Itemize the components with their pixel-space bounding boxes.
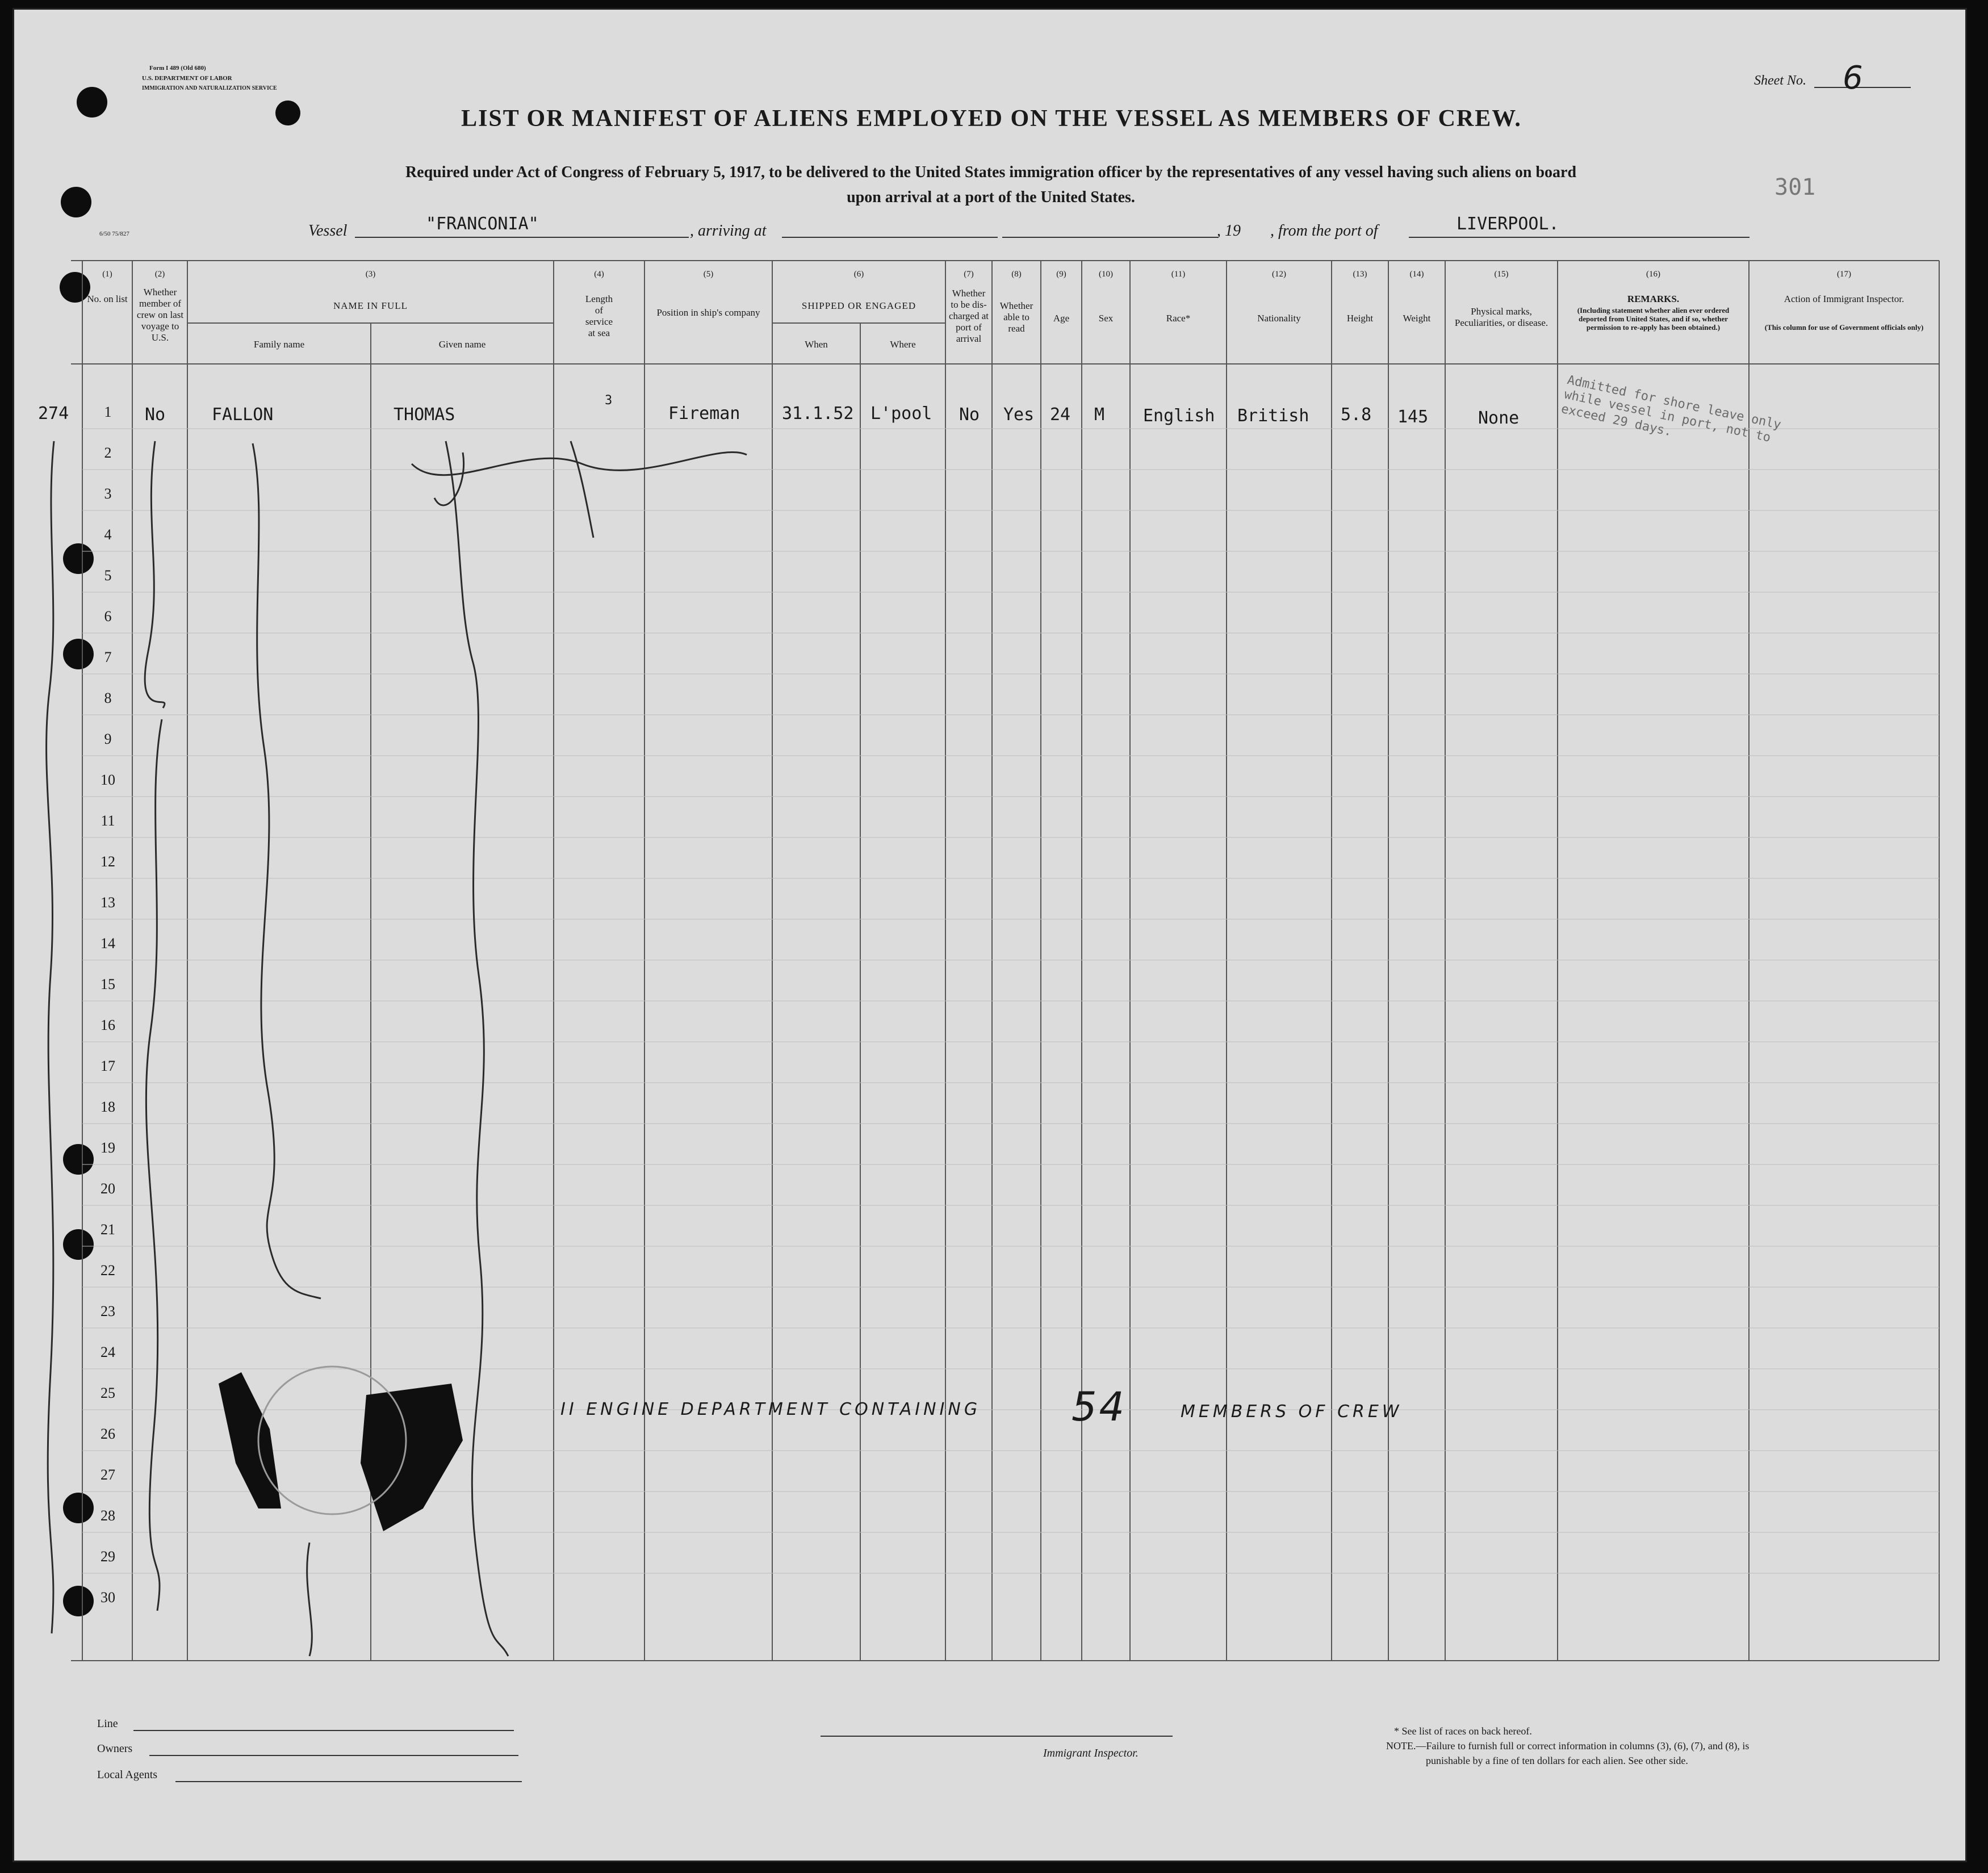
row-number: 28 (101, 1507, 115, 1524)
department-note-prefix: II ENGINE DEPARTMENT CONTAINING (560, 1399, 981, 1419)
entry-where: L'pool (870, 404, 932, 424)
footer-agents-label: Local Agents (97, 1769, 158, 1781)
entry-last-voyage: No (145, 405, 166, 425)
row-number: 8 (104, 690, 112, 706)
inspector-signature-line (821, 1736, 1173, 1737)
header-age: Age (1053, 313, 1070, 324)
row-number: 10 (101, 772, 115, 788)
header-inspector-note: (This column for use of Government officials only) (1764, 323, 1924, 332)
header-when: When (805, 339, 828, 350)
header-sex: Sex (1098, 313, 1114, 324)
col-num-16: (16) (1646, 270, 1660, 279)
row-number: 1 (104, 404, 112, 420)
col-num-11: (11) (1171, 270, 1186, 279)
entry-family-name: FALLON (212, 405, 274, 425)
row-number: 9 (104, 731, 112, 747)
col-num-17: (17) (1837, 270, 1851, 279)
row-number: 2 (104, 445, 112, 461)
col-num-15: (15) (1494, 270, 1509, 279)
ditto-marks (14, 10, 1969, 1864)
header-height: Height (1346, 313, 1374, 324)
entry-when: 31.1.52 (782, 404, 854, 424)
row-number: 23 (101, 1303, 115, 1319)
row-number: 15 (101, 976, 115, 992)
subtitle-line-2: upon arrival at a port of the United States. (847, 188, 1135, 206)
col-num-12: (12) (1272, 270, 1286, 279)
header-remarks: REMARKS. (1627, 294, 1680, 304)
fine-note-2: punishable by a fine of ten dollars for each alien. See other side. (1426, 1755, 1688, 1766)
row-number: 30 (101, 1589, 115, 1606)
header-physical-marks: Physical marks, Peculiarities, or disease. (1454, 306, 1548, 328)
entry-height: 5.8 (1341, 405, 1372, 425)
header-discharged: Whether to be dis-charged at port of arrival (948, 288, 989, 344)
sheet-number: 6 (1843, 60, 1863, 97)
department-name: U.S. DEPARTMENT OF LABOR (142, 75, 232, 82)
row-number: 19 (101, 1139, 115, 1156)
header-inspector-action: Action of Immigrant Inspector. (1784, 294, 1905, 304)
service-name: IMMIGRATION AND NATURALIZATION SERVICE (142, 85, 277, 91)
header-no-on-list: No. on list (87, 294, 128, 304)
entry-weight: 145 (1397, 407, 1429, 427)
row-number: 22 (101, 1262, 115, 1279)
row-number: 5 (104, 567, 112, 584)
header-where: Where (890, 339, 916, 350)
col-num-2: (2) (154, 270, 165, 279)
row-number: 18 (101, 1099, 115, 1115)
row-number: 3 (104, 485, 112, 502)
row-number: 13 (101, 894, 115, 911)
inspector-label: Immigrant Inspector. (1043, 1747, 1139, 1759)
row-number: 27 (101, 1466, 115, 1483)
col-num-14: (14) (1409, 270, 1424, 279)
entry-nationality: British (1237, 406, 1309, 426)
row-number: 21 (101, 1221, 115, 1238)
form-number: Form I 489 (Old 680) (149, 65, 206, 72)
row-number: 17 (101, 1058, 115, 1074)
row-number: 20 (101, 1180, 115, 1197)
row-number: 7 (104, 649, 112, 665)
col-num-9: (9) (1056, 270, 1066, 279)
fine-note-1: NOTE.—Failure to furnish full or correct information in columns (3), (6), (7), and (8), is (1386, 1740, 1750, 1752)
entry-length-of-service: 3 (605, 393, 613, 408)
row-number: 16 (101, 1017, 115, 1033)
entry-position: Fireman (668, 404, 740, 424)
port-label: , from the port of (1270, 222, 1378, 240)
header-last-voyage: Whether member of crew on last voyage to U.S. (136, 287, 184, 343)
entry-list-number: 274 (38, 404, 69, 424)
vessel-name: "FRANCONIA" (426, 214, 539, 234)
row-number: 26 (101, 1426, 115, 1442)
sheet-label: Sheet No. (1754, 73, 1806, 88)
print-code: 6/50 75/827 (99, 231, 129, 237)
stamp-number: 301 (1774, 174, 1816, 200)
header-race: Race* (1166, 313, 1191, 324)
header-position: Position in ship's company (656, 307, 760, 318)
page-title: LIST OR MANIFEST OF ALIENS EMPLOYED ON THE VESSEL AS MEMBERS OF CREW. (461, 106, 1522, 132)
col-num-8: (8) (1011, 270, 1022, 279)
remarks-stamp: Admitted for shore leave only while vessel in port, not to exceed 29 days. (1559, 373, 1782, 445)
col-num-10: (10) (1099, 270, 1113, 279)
header-family-name: Family name (253, 339, 305, 350)
entry-race: English (1143, 406, 1215, 426)
manifest-sheet (12, 8, 1967, 1862)
races-note: * See list of races on back hereof. (1394, 1725, 1532, 1737)
header-name-in-full: NAME IN FULL (333, 300, 408, 311)
header-able-to-read: Whether able to read (999, 300, 1033, 334)
row-number: 24 (101, 1344, 115, 1360)
year-label: , 19 (1217, 222, 1241, 240)
row-number: 12 (101, 853, 115, 870)
row-number: 6 (104, 608, 112, 625)
entry-discharged: No (959, 405, 980, 425)
row-number: 4 (104, 526, 112, 543)
department-note-count: 54 (1072, 1384, 1127, 1430)
subtitle-line-1: Required under Act of Congress of February 5, 1917, to be delivered to the United States immigration officer by the representatives of any vessel having such aliens on board (405, 164, 1577, 181)
col-num-5: (5) (703, 270, 714, 279)
port-name: LIVERPOOL. (1457, 214, 1559, 234)
entry-physical-marks: None (1478, 408, 1520, 428)
header-length-of-service: Length of service at sea (585, 294, 613, 338)
entry-read: Yes (1003, 405, 1035, 425)
footer-owners-label: Owners (97, 1742, 133, 1755)
footer-line-underline (133, 1730, 514, 1731)
footer-line-label: Line (97, 1717, 118, 1730)
header-nationality: Nationality (1257, 313, 1301, 324)
col-num-3: (3) (365, 270, 376, 279)
header-weight: Weight (1403, 313, 1431, 324)
entry-given-name: THOMAS (394, 405, 455, 425)
header-given-name: Given name (438, 339, 486, 350)
col-num-6: (6) (853, 270, 864, 279)
header-remarks-note: (Including statement whether alien ever ordered deported from United States, and if so, whether permission to re-apply has been obtained.) (1577, 306, 1730, 332)
row-number: 14 (101, 935, 115, 952)
row-number: 11 (101, 812, 115, 829)
department-note-suffix: MEMBERS OF CREW (1181, 1402, 1403, 1422)
col-num-1: (1) (102, 270, 112, 279)
row-number: 29 (101, 1548, 115, 1565)
col-num-4: (4) (594, 270, 604, 279)
row-number: 25 (101, 1385, 115, 1401)
footer-owners-underline (149, 1755, 518, 1756)
arriving-label: , arriving at (690, 222, 767, 240)
header-shipped-or-engaged: SHIPPED OR ENGAGED (801, 300, 916, 311)
col-num-13: (13) (1353, 270, 1367, 279)
vessel-label: Vessel (308, 222, 348, 240)
col-num-7: (7) (964, 270, 974, 279)
entry-sex: M (1094, 405, 1105, 425)
entry-age: 24 (1050, 405, 1071, 425)
footer-agents-underline (175, 1781, 522, 1782)
